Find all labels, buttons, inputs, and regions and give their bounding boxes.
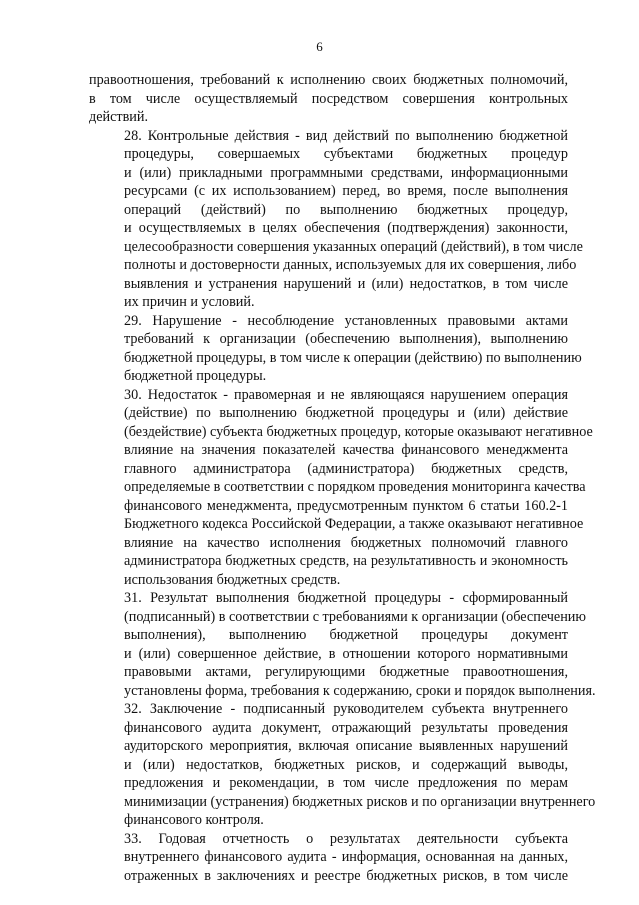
paragraph <box>89 71 568 127</box>
text-line: (бездействие) субъекта бюджетных процедур, которые оказывают негативное <box>124 423 593 440</box>
text-line: их причин и условий. <box>124 294 255 310</box>
text-line: использования бюджетных средств. <box>124 571 341 588</box>
text-line: финансового контроля. <box>124 812 264 828</box>
text-line: выявления и устранения нарушений и (или) недостатков, в том числе <box>124 275 568 292</box>
text-line: установлены форма, требования к содержанию, сроки и порядок выполнения. <box>124 682 596 699</box>
paragraph <box>89 127 583 312</box>
text-line: операций (действий) по выполнению бюджетных процедур, <box>124 201 568 218</box>
paragraph <box>89 589 596 700</box>
text-line: полноты и достоверности данных, используемых для их совершения, либо <box>124 257 577 273</box>
text-line: определяемые в соответствии с порядком проведения мониторинга качества <box>124 479 586 495</box>
paragraph <box>89 312 582 386</box>
text-line: 29. Нарушение - несоблюдение установленных правовыми актами <box>124 312 568 329</box>
text-line: действий. <box>89 109 149 125</box>
text-line: бюджетной процедуры, в том числе к операции (действию) по выполнению <box>124 349 582 366</box>
paragraph <box>89 700 596 830</box>
text-line: аудиторского мероприятия, включая описание выявленных нарушений <box>124 738 568 754</box>
text-line: правоотношения, требований к исполнению своих бюджетных полномочий, <box>89 72 568 88</box>
paragraph <box>89 830 568 886</box>
text-line: минимизации (устранения) бюджетных рисков и по организации внутреннего <box>124 793 596 810</box>
text-line: 31. Результат выполнения бюджетной процедуры - сформированный <box>124 590 568 606</box>
text-line: целесообразности совершения указанных операций (действий), в том числе <box>124 238 583 255</box>
text-line: администратора бюджетных средств, на результативность и экономность <box>124 553 568 569</box>
text-line: Бюджетного кодекса Российской Федерации, а также оказывают негативное <box>124 516 584 532</box>
text-line: отраженных в заключениях и реестре бюджетных рисков, в том числе <box>124 867 568 884</box>
text-line: 33. Годовая отчетность о результатах деятельности субъекта <box>124 830 568 847</box>
text-line: требований к организации (обеспечению выполнения), выполнению <box>124 331 568 347</box>
paragraph <box>89 386 593 590</box>
text-line: финансового аудита документ, отражающий результаты проведения <box>124 719 568 736</box>
text-line: влияние на качество исполнения бюджетных полномочий главного <box>124 534 568 551</box>
page-number: 6 <box>316 39 323 54</box>
text-line: правовыми актами, регулирующими бюджетные правоотношения, <box>124 664 568 680</box>
text-line: процедуры, совершаемых субъектами бюджетных процедур <box>124 146 568 162</box>
text-line: выполнения), выполнению бюджетной процедуры документ <box>124 627 568 643</box>
text-line: и (или) совершенное действие, в отношении которого нормативными <box>124 645 568 662</box>
text-line: 30. Недостаток - правомерная и не являющаяся нарушением операция <box>124 386 568 403</box>
text-line: в том числе осуществляемый посредством совершения контрольных <box>89 90 568 107</box>
text-line: внутреннего финансового аудита - информация, основанная на данных, <box>124 849 568 865</box>
text-line: влияние на значения показателей качества финансового менеджмента <box>124 442 568 458</box>
text-line: 28. Контрольные действия - вид действий по выполнению бюджетной <box>124 127 568 144</box>
text-line: и (или) прикладными программными средствами, информационными <box>124 164 568 181</box>
text-line: (подписанный) в соответствии с требованиями к организации (обеспечению <box>124 608 586 625</box>
text-line: бюджетной процедуры. <box>124 368 267 384</box>
text-line: и (или) недостатков, бюджетных рисков, и содержащий выводы, <box>124 756 568 773</box>
text-line: финансового менеджмента, предусмотренным пунктом 6 статьи 160.2-1 <box>124 497 568 514</box>
text-line: 32. Заключение - подписанный руководителем субъекта внутреннего <box>124 701 568 717</box>
text-line: (действие) по выполнению бюджетной процедуры и (или) действие <box>124 405 568 421</box>
document-body <box>89 71 596 885</box>
text-line: ресурсами (с их использованием) перед, во время, после выполнения <box>124 183 568 199</box>
text-line: предложения и рекомендации, в том числе предложения по мерам <box>124 775 568 791</box>
text-line: и осуществляемых в целях обеспечения (подтверждения) законности, <box>124 220 568 236</box>
text-line: главного администратора (администратора) бюджетных средств, <box>124 460 568 477</box>
